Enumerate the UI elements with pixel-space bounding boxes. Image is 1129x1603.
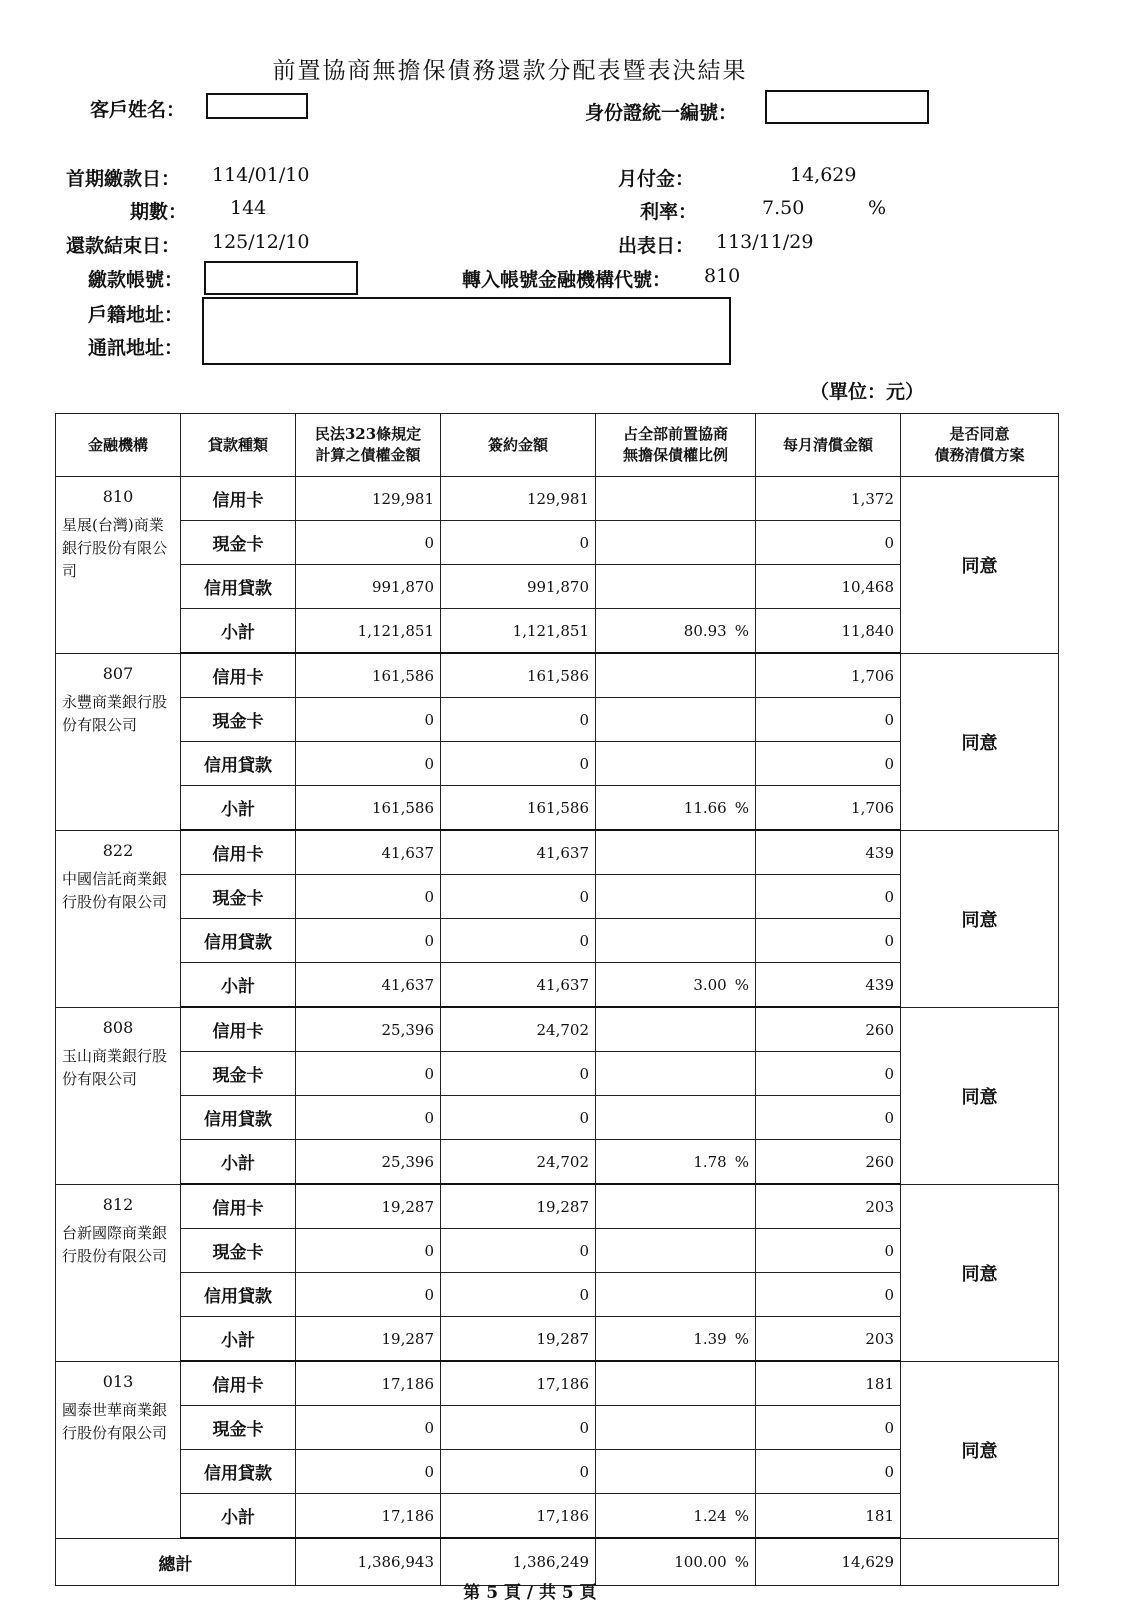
institution-name: 中國信託商業銀行股份有限公司 — [62, 869, 168, 911]
page-number: 第 5 頁 / 共 5 頁 — [463, 1583, 597, 1603]
claim-amount: 0 — [296, 1273, 441, 1317]
id-redacted — [765, 90, 929, 124]
monthly-amount: 0 — [756, 1273, 901, 1317]
monthly-amount: 260 — [756, 1007, 901, 1052]
agree-status: 同意 — [901, 1007, 1059, 1184]
institution-code: 013 — [102, 1371, 134, 1391]
monthly-amount: 0 — [756, 1450, 901, 1494]
monthly-amount: 0 — [756, 742, 901, 786]
monthly-amount: 1,706 — [756, 653, 901, 698]
contract-amount: 991,870 — [441, 565, 596, 609]
institution-code: 812 — [102, 1194, 134, 1214]
loan-type: 現金卡 — [181, 521, 296, 565]
institution-name: 國泰世華商業銀行股份有限公司 — [62, 1400, 168, 1442]
agree-status: 同意 — [901, 477, 1059, 654]
contract-amount: 0 — [441, 919, 596, 963]
ratio-cell — [596, 1273, 756, 1317]
contract-amount: 17,186 — [441, 1361, 596, 1406]
agree-status: 同意 — [901, 1184, 1059, 1361]
loan-type: 小計 — [181, 786, 296, 831]
loan-type: 小計 — [181, 963, 296, 1008]
percent-sign: % — [734, 798, 749, 817]
page-title: 前置協商無擔保債務還款分配表暨表決結果 — [272, 58, 748, 84]
ratio-value: 1.24 — [693, 1506, 727, 1525]
monthly-amount: 203 — [756, 1184, 901, 1229]
ratio-cell — [596, 565, 756, 609]
loan-type: 信用卡 — [181, 1007, 296, 1052]
loan-type: 現金卡 — [181, 698, 296, 742]
unit-label: （單位：元） — [810, 381, 925, 403]
table-row — [56, 1007, 1059, 1052]
ratio-cell — [596, 1406, 756, 1450]
monthly-amount: 260 — [756, 1140, 901, 1185]
claim-amount: 0 — [296, 521, 441, 565]
col-agree: 是否同意 債務清償方案 — [901, 414, 1059, 477]
loan-type: 現金卡 — [181, 875, 296, 919]
ratio-cell — [596, 698, 756, 742]
institution-name: 台新國際商業銀行股份有限公司 — [62, 1223, 168, 1265]
claim-amount: 41,637 — [296, 963, 441, 1008]
agree-status: 同意 — [901, 1361, 1059, 1538]
ratio-cell — [596, 1361, 756, 1406]
contract-amount: 41,637 — [441, 830, 596, 875]
ratio-value: 1.39 — [693, 1329, 727, 1348]
col-claim-amount: 民法323條規定 計算之債權金額 — [296, 414, 441, 477]
monthly-value: 14,629 — [790, 164, 857, 186]
contract-amount: 0 — [441, 1406, 596, 1450]
ratio-value: 80.93 — [683, 621, 727, 640]
ratio-value: 1.78 — [693, 1152, 727, 1171]
claim-amount: 129,981 — [296, 477, 441, 521]
contract-amount: 0 — [441, 1450, 596, 1494]
end-date-label: 還款結束日： — [66, 235, 181, 257]
claim-amount: 41,637 — [296, 830, 441, 875]
contract-amount: 1,121,851 — [441, 609, 596, 654]
monthly-amount: 0 — [756, 1229, 901, 1273]
monthly-amount: 0 — [756, 875, 901, 919]
contract-amount: 161,586 — [441, 786, 596, 831]
contract-amount: 19,287 — [441, 1317, 596, 1362]
claim-amount: 25,396 — [296, 1140, 441, 1185]
percent-sign: % — [734, 1553, 749, 1571]
ratio-cell — [596, 875, 756, 919]
ratio-cell — [596, 609, 756, 654]
loan-type: 信用卡 — [181, 653, 296, 698]
periods-value: 144 — [230, 197, 267, 219]
claim-amount: 19,287 — [296, 1184, 441, 1229]
percent-sign: % — [734, 1152, 749, 1171]
id-label: 身份證統一編號： — [585, 102, 738, 124]
issue-date-value: 113/11/29 — [716, 231, 814, 253]
issue-date-label: 出表日： — [618, 235, 695, 257]
ratio-cell — [596, 521, 756, 565]
contract-amount: 0 — [441, 875, 596, 919]
total-claim: 1,386,943 — [296, 1538, 441, 1586]
ratio-cell — [596, 1007, 756, 1052]
institution-name: 星展(台灣)商業銀行股份有限公司 — [62, 516, 168, 580]
claim-amount: 25,396 — [296, 1007, 441, 1052]
loan-type: 信用貸款 — [181, 919, 296, 963]
customer-name-redacted — [206, 93, 308, 119]
claim-amount: 0 — [296, 742, 441, 786]
monthly-amount: 10,468 — [756, 565, 901, 609]
monthly-amount: 439 — [756, 963, 901, 1008]
loan-type: 信用卡 — [181, 1184, 296, 1229]
ratio-cell — [596, 1450, 756, 1494]
claim-amount: 0 — [296, 698, 441, 742]
ratio-cell — [596, 1184, 756, 1229]
contract-amount: 17,186 — [441, 1494, 596, 1539]
ratio-cell — [596, 1140, 756, 1185]
mailing-address-label: 通訊地址： — [88, 337, 184, 359]
ratio-cell — [596, 1494, 756, 1539]
loan-type: 小計 — [181, 609, 296, 654]
monthly-amount: 0 — [756, 698, 901, 742]
ratio-value: 11.66 — [683, 798, 727, 817]
ratio-value: 3.00 — [693, 975, 727, 994]
claim-amount: 0 — [296, 875, 441, 919]
customer-name-label: 客戶姓名： — [90, 99, 186, 121]
col-loan-type: 貸款種類 — [181, 414, 296, 477]
col-monthly-amount: 每月清償金額 — [756, 414, 901, 477]
household-address-label: 戶籍地址： — [88, 304, 184, 326]
loan-type: 信用貸款 — [181, 742, 296, 786]
contract-amount: 41,637 — [441, 963, 596, 1008]
loan-type: 現金卡 — [181, 1052, 296, 1096]
loan-type: 小計 — [181, 1140, 296, 1185]
institution-cell — [56, 1184, 181, 1361]
transfer-code-value: 810 — [704, 265, 741, 287]
monthly-amount: 1,706 — [756, 786, 901, 831]
table-row — [56, 653, 1059, 698]
monthly-amount: 439 — [756, 830, 901, 875]
institution-cell — [56, 653, 181, 830]
loan-type: 小計 — [181, 1317, 296, 1362]
ratio-cell — [596, 1096, 756, 1140]
contract-amount: 0 — [441, 698, 596, 742]
institution-cell — [56, 1361, 181, 1538]
institution-code: 808 — [102, 1017, 134, 1037]
end-date-value: 125/12/10 — [212, 231, 310, 253]
ratio-cell — [596, 786, 756, 831]
monthly-label: 月付金： — [618, 168, 695, 190]
contract-amount: 19,287 — [441, 1184, 596, 1229]
ratio-cell — [596, 830, 756, 875]
percent-sign: % — [734, 621, 749, 640]
contract-amount: 24,702 — [441, 1140, 596, 1185]
total-monthly: 14,629 — [756, 1538, 901, 1586]
claim-amount: 0 — [296, 919, 441, 963]
first-payment-label: 首期繳款日： — [66, 168, 181, 190]
account-label: 繳款帳號： — [88, 269, 184, 291]
ratio-cell — [596, 1317, 756, 1362]
percent-sign: % — [734, 1506, 749, 1525]
ratio-cell — [596, 742, 756, 786]
rate-label: 利率： — [640, 201, 698, 223]
monthly-amount: 0 — [756, 1052, 901, 1096]
contract-amount: 161,586 — [441, 653, 596, 698]
table-header-row — [56, 414, 1059, 477]
total-label: 總計 — [56, 1538, 296, 1586]
contract-amount: 0 — [441, 742, 596, 786]
agree-status: 同意 — [901, 830, 1059, 1007]
loan-type: 現金卡 — [181, 1406, 296, 1450]
ratio-cell — [596, 1052, 756, 1096]
monthly-amount: 11,840 — [756, 609, 901, 654]
monthly-amount: 181 — [756, 1361, 901, 1406]
institution-name: 永豐商業銀行股份有限公司 — [62, 692, 168, 734]
institution-code: 810 — [102, 487, 134, 506]
ratio-cell — [596, 1229, 756, 1273]
loan-type: 信用卡 — [181, 830, 296, 875]
contract-amount: 0 — [441, 521, 596, 565]
repayment-table — [55, 413, 1059, 1586]
claim-amount: 19,287 — [296, 1317, 441, 1362]
contract-amount: 0 — [441, 1273, 596, 1317]
institution-code: 822 — [102, 840, 134, 860]
ratio-cell — [596, 477, 756, 521]
table-row — [56, 830, 1059, 875]
loan-type: 信用卡 — [181, 477, 296, 521]
monthly-amount: 181 — [756, 1494, 901, 1539]
claim-amount: 991,870 — [296, 565, 441, 609]
claim-amount: 17,186 — [296, 1494, 441, 1539]
loan-type: 小計 — [181, 1494, 296, 1539]
claim-amount: 17,186 — [296, 1361, 441, 1406]
claim-amount: 0 — [296, 1450, 441, 1494]
monthly-amount: 0 — [756, 919, 901, 963]
total-ratio: 100.00 — [674, 1553, 727, 1571]
institution-cell — [56, 830, 181, 1007]
claim-amount: 0 — [296, 1406, 441, 1450]
loan-type: 信用卡 — [181, 1361, 296, 1406]
rate-unit: % — [868, 197, 887, 219]
claim-amount: 0 — [296, 1229, 441, 1273]
col-contract-amount: 簽約金額 — [441, 414, 596, 477]
claim-amount: 0 — [296, 1052, 441, 1096]
ratio-cell — [596, 919, 756, 963]
periods-label: 期數： — [130, 201, 188, 223]
monthly-amount: 1,372 — [756, 477, 901, 521]
contract-amount: 129,981 — [441, 477, 596, 521]
rate-value: 7.50 — [762, 197, 805, 219]
total-contract: 1,386,249 — [441, 1538, 596, 1586]
col-ratio: 占全部前置協商 無擔保債權比例 — [596, 414, 756, 477]
loan-type: 現金卡 — [181, 1229, 296, 1273]
institution-cell — [56, 477, 181, 654]
loan-type: 信用貸款 — [181, 1096, 296, 1140]
table-row — [56, 1184, 1059, 1229]
percent-sign: % — [734, 975, 749, 994]
first-payment-value: 114/01/10 — [212, 164, 310, 186]
monthly-amount: 0 — [756, 1096, 901, 1140]
contract-amount: 24,702 — [441, 1007, 596, 1052]
institution-cell — [56, 1007, 181, 1184]
percent-sign: % — [734, 1329, 749, 1348]
claim-amount: 1,121,851 — [296, 609, 441, 654]
claim-amount: 161,586 — [296, 653, 441, 698]
monthly-amount: 0 — [756, 1406, 901, 1450]
table-row — [56, 477, 1059, 521]
table-row — [56, 1361, 1059, 1406]
institution-name: 玉山商業銀行股份有限公司 — [62, 1046, 168, 1088]
ratio-cell — [596, 653, 756, 698]
contract-amount: 0 — [441, 1096, 596, 1140]
contract-amount: 0 — [441, 1052, 596, 1096]
loan-type: 信用貸款 — [181, 1273, 296, 1317]
account-redacted — [204, 261, 358, 295]
col-institution: 金融機構 — [56, 414, 181, 477]
agree-status: 同意 — [901, 653, 1059, 830]
monthly-amount: 203 — [756, 1317, 901, 1362]
contract-amount: 0 — [441, 1229, 596, 1273]
claim-amount: 161,586 — [296, 786, 441, 831]
ratio-cell — [596, 963, 756, 1008]
claim-amount: 0 — [296, 1096, 441, 1140]
monthly-amount: 0 — [756, 521, 901, 565]
loan-type: 信用貸款 — [181, 565, 296, 609]
institution-code: 807 — [102, 663, 134, 683]
address-redacted — [202, 297, 731, 365]
transfer-code-label: 轉入帳號金融機構代號： — [462, 269, 672, 291]
loan-type: 信用貸款 — [181, 1450, 296, 1494]
